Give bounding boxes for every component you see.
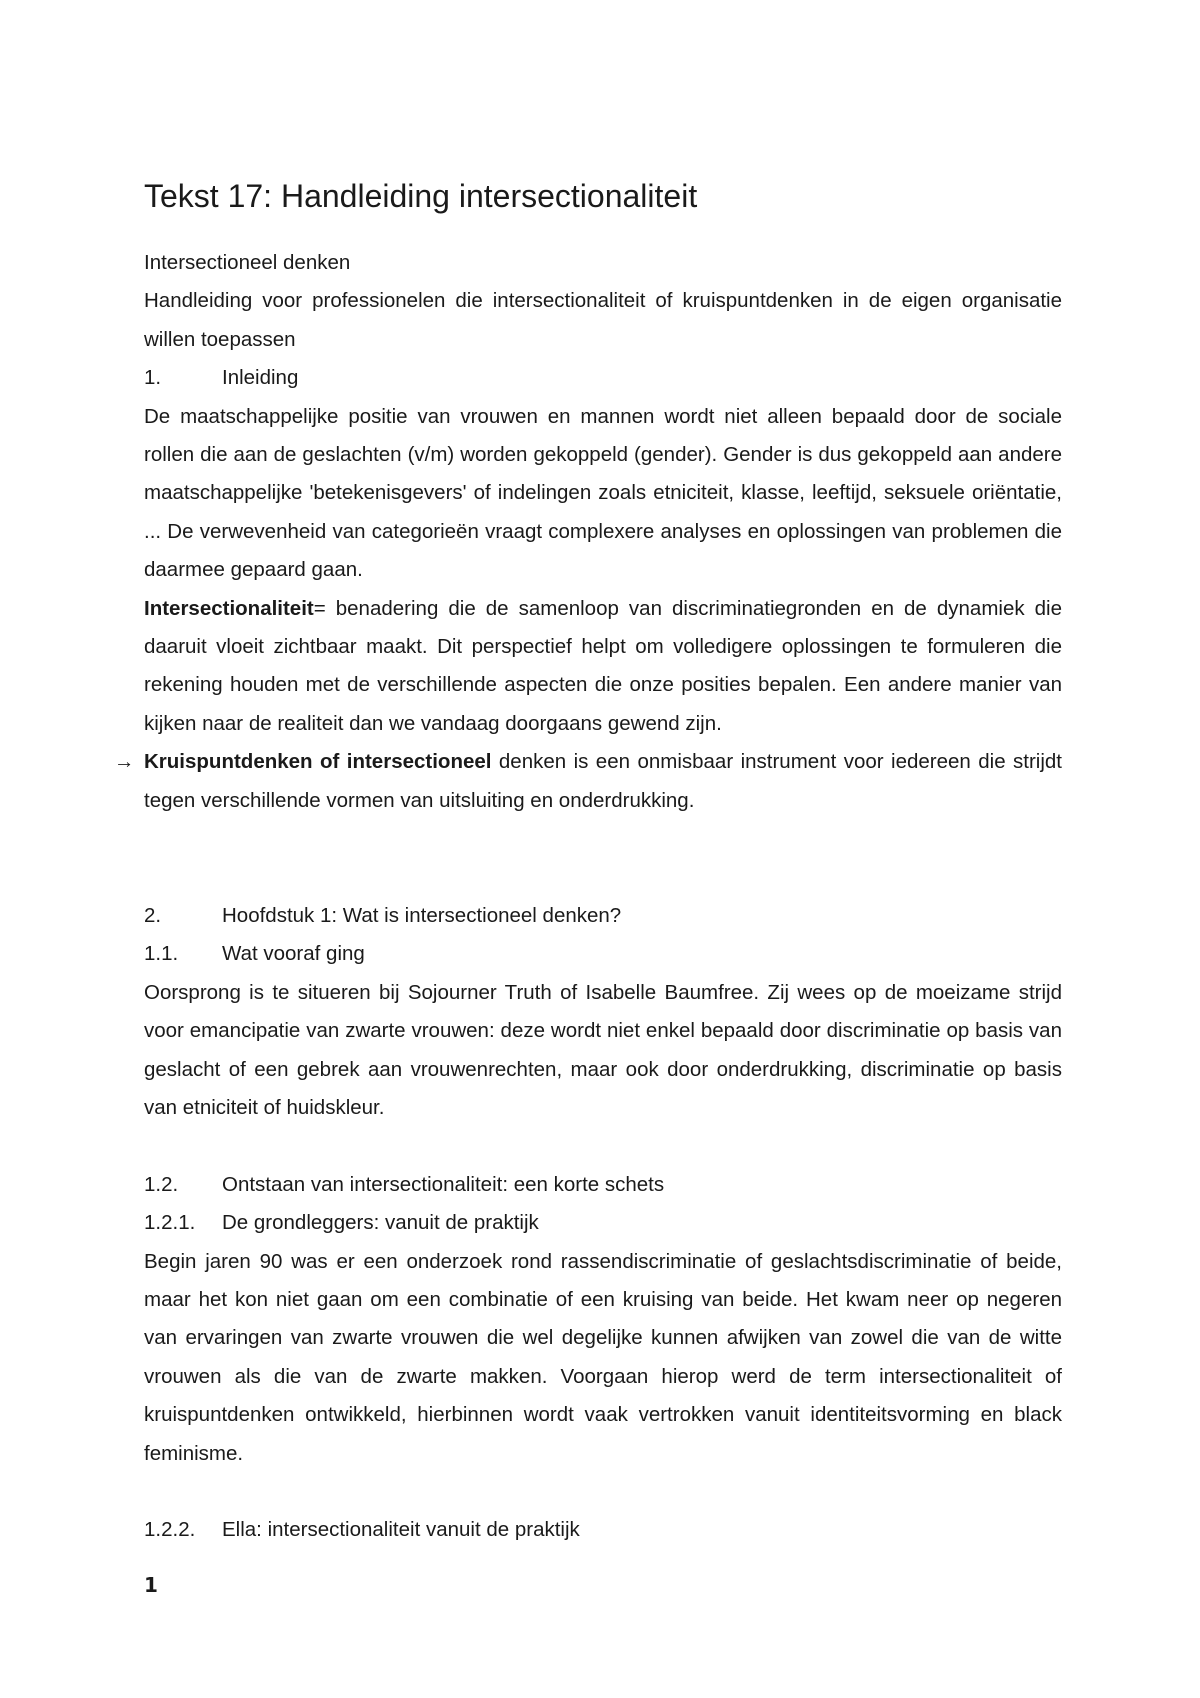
subtitle: Intersectioneel denken	[144, 251, 351, 274]
page-number: 1	[144, 1573, 158, 1597]
section-2-heading	[144, 897, 1062, 935]
spacer	[144, 1473, 1062, 1511]
section-1-2-1-heading	[144, 1204, 1062, 1242]
definition-term: Intersectionaliteit	[144, 596, 314, 620]
section-1-2-1-paragraph: Begin jaren 90 was er een onderzoek rond rassendiscriminatie of geslachtsdiscriminatie of beide, maar het kon niet gaan om een combinatie of een kruising van beide. Het kwam neer op negeren van ervaringen van zwarte vrouwen die wel degelijke kunnen afwijken van zowel die van de witte vrouwen als die van de zwarte makken. Voorgaan hierop werd de term intersectionaliteit of kruispuntdenken ontwikkeld, hierbinnen wordt vaak vertrokken vanuit identiteitsvorming en black feminisme.	[144, 1249, 1062, 1465]
section-2-title: Hoofdstuk 1: Wat is intersectioneel denken?	[222, 903, 622, 927]
section-1-number: 1.	[144, 366, 162, 390]
section-1-1-title: Wat vooraf ging	[222, 942, 365, 966]
section-2-number: 2.	[144, 903, 162, 927]
section-1-2-title: Ontstaan van intersectionaliteit: een korte schets	[222, 1172, 665, 1196]
arrow-paragraph	[114, 743, 1062, 820]
body-text	[114, 244, 1062, 1550]
definition-paragraph	[144, 590, 1062, 744]
section-1-title: Inleiding	[222, 366, 299, 390]
section-1-2-number: 1.2.	[144, 1172, 179, 1196]
section-1-paragraph: De maatschappelijke positie van vrouwen en mannen wordt niet alleen bepaald door de sociale rollen die aan de geslachten (v/m) worden gekoppeld (gender). Gender is dus gekoppeld aan andere maatschappelijke 'betekenisgevers' of indelingen zoals etniciteit, klasse, leeftijd, seksuele oriëntatie, ... De verwevenheid van categorieën vraagt complexere analyses en oplossingen van problemen die daarmee gepaard gaan.	[144, 404, 1062, 582]
section-1-2-2-title: Ella: intersectionaliteit vanuit de praktijk	[222, 1518, 580, 1542]
spacer	[144, 820, 1062, 897]
section-1-2-2-number: 1.2.2.	[144, 1518, 196, 1542]
page-title: Tekst 17: Handleiding intersectionaliteit	[144, 178, 698, 214]
spacer	[144, 1127, 1062, 1165]
section-1-2-1-title: De grondleggers: vanuit de praktijk	[222, 1211, 539, 1235]
section-1-1-number: 1.1.	[144, 942, 179, 966]
arrow-icon: →	[114, 750, 135, 774]
arrow-text: denken is een onmisbaar instrument voor iedereen die strijdt tegen verschillende vormen van uitsluiting en onderdrukking.	[144, 750, 1062, 812]
section-1-1-heading	[144, 935, 1062, 973]
section-1-heading	[144, 359, 1062, 397]
section-1-1-paragraph: Oorsprong is te situeren bij Sojourner Truth of Isabelle Baumfree. Zij wees op de moeizame strijd voor emancipatie van zwarte vrouwen: deze wordt niet enkel bepaald door discriminatie op basis van geslacht of een gebrek aan vrouwenrechten, maar ook door onderdrukking, discriminatie op basis van etniciteit of huidskleur.	[144, 980, 1062, 1119]
arrow-bold-text: Kruispuntdenken of intersectioneel	[144, 750, 492, 774]
section-1-2-heading	[144, 1166, 1062, 1204]
intro-paragraph: Handleiding voor professionelen die intersectionaliteit of kruispuntdenken in de eigen organisatie willen toepassen	[144, 289, 1062, 351]
definition-text: = benadering die de samenloop van discriminatiegronden en de dynamiek die daaruit vloeit zichtbaar maakt. Dit perspectief helpt om volledigere oplossingen te formuleren die rekening houden met de verschillende aspecten die onze posities bepalen. Een andere manier van kijken naar de realiteit dan we vandaag doorgaans gewend zijn.	[144, 596, 1062, 735]
section-1-2-2-heading	[144, 1511, 1062, 1549]
section-1-2-1-number: 1.2.1.	[144, 1211, 196, 1235]
